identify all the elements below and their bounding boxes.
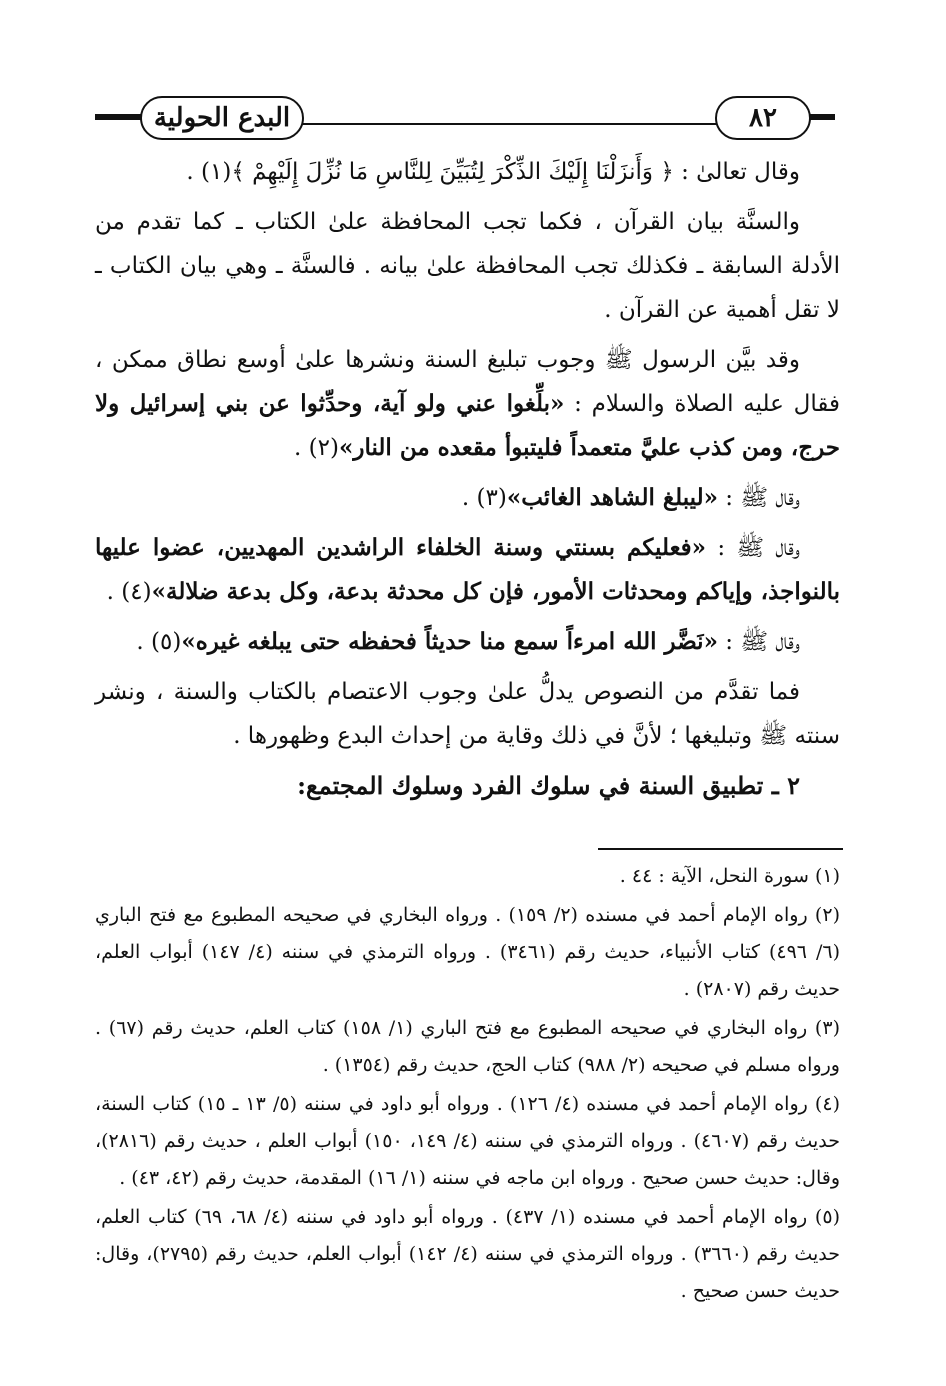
footnote: (٤) رواه الإمام أحمد في مسنده (٤/ ١٢٦) . ورواه أبو داود في سننه (٥/ ١٣ ـ ١٥) كتاب السنة، حديث رقم (٤٦٠٧) . ورواه الترمذي في سننه (٤/ ١٤٩، ١٥٠) أبواب العلم ، حديث رقم (٢٨١٦)، وقال: حديث حسن صحيح . ورواه ابن ماجه في سننه (١/ ١٦) المقدمة، حديث رقم (٤٢، ٤٣) . (95, 1093, 840, 1189)
footnotes (95, 858, 840, 1312)
footnote: (٣) رواه البخاري في صحيحه المطبوع مع فتح الباري (١/ ١٥٨) كتاب العلم، حديث رقم (٦٧) . ورواه مسلم في صحيحه (٢/ ٩٨٨) كتاب الحج، حديث رقم (١٣٥٤) . (95, 1017, 840, 1076)
paragraph: والسنَّة بيان القرآن ، فكما تجب المحافظة علىٰ الكتاب ـ كما تقدم من الأدلة السابقة ـ فكذلك تجب المحافظة علىٰ بيانه . فالسنَّة ـ وهي بيان الكتاب ـ لا تقل أهمية عن القرآن . (95, 209, 840, 323)
paragraph (95, 476, 840, 520)
page-number: ٨٢ (715, 96, 811, 140)
hadith-quote: «ليبلغ الشاهد الغائب» (506, 484, 718, 511)
footnote-ref: (٣) . (461, 485, 507, 511)
footnote: (٢) رواه الإمام أحمد في مسنده (٢/ ١٥٩) . ورواه البخاري في صحيحه المطبوع مع فتح الباري (٦/ ٤٩٦) كتاب الأنبياء، حديث رقم (٣٤٦١) . ورواه الترمذي في سننه (٤/ ١٤٧) أبواب العلم، حديث رقم (٢٨٠٧) . (95, 904, 840, 1000)
footnote: (٥) رواه الإمام أحمد في مسنده (١/ ٤٣٧) . ورواه أبو داود في سننه (٤/ ٦٨، ٦٩) كتاب العلم، حديث رقم (٣٦٦٠) . ورواه الترمذي في سننه (٤/ ١٤٢) أبواب العلم، حديث رقم (٢٧٩٥)، وقال: حديث حسن صحيح . (95, 1206, 840, 1302)
footnote-ref: (٢) . (294, 435, 339, 461)
footnote-ref: (٤) . (106, 579, 152, 605)
header-rule-left (95, 114, 145, 120)
paragraph (95, 620, 840, 664)
hadith-quote: «فعليكم بسنتي وسنة الخلفاء الراشدين المهديين، عضوا عليها بالنواجذ، وإياكم ومحدثات الأمور، فإن كل محدثة بدعة، وكل بدعة ضلالة» (95, 534, 840, 605)
paragraph-intro: وقال ﷺ : (706, 535, 800, 561)
hadith-quote: «بلِّغوا عني ولو آية، وحدِّثوا عن بني إسرائيل ولا حرج، ومن كذب عليَّ متعمداً فليتبوأ مقعده من النار» (95, 390, 840, 461)
paragraph-intro: وقد بيَّن الرسول ﷺ وجوب تبليغ السنة ونشرها علىٰ أوسع نطاق ممكن ، فقال عليه الصلاة والسلام : (95, 347, 840, 417)
paragraph (95, 338, 840, 470)
paragraph-intro: وقال ﷺ : (717, 629, 800, 655)
book-title: البدع الحولية (140, 96, 304, 140)
section-heading: ٢ ـ تطبيق السنة في سلوك الفرد وسلوك المجتمع: (297, 771, 800, 800)
body-text (95, 150, 840, 814)
paragraph: فما تقدَّم من النصوص يدلُّ علىٰ وجوب الاعتصام بالكتاب والسنة ، ونشر سنته ﷺ وتبليغها ؛ لأنَّ في ذلك وقاية من إحداث البدع وظهورها . (95, 679, 840, 749)
header-rule-middle (295, 123, 720, 125)
hadith-quote: «نَضَّر الله امرءاً سمع منا حديثاً فحفظه حتى يبلغه غيره» (181, 628, 718, 655)
footnote-ref: (٥) . (136, 629, 182, 655)
paragraph: وقال تعالىٰ : ﴿ وَأَنزَلْنَا إِلَيْكَ الذِّكْرَ لِتُبَيِّنَ لِلنَّاسِ مَا نُزِّلَ إِلَيْهِمْ ﴾(١) . (186, 159, 800, 185)
paragraph-intro: وقال ﷺ : (717, 485, 800, 511)
paragraph (95, 526, 840, 614)
footnote-separator (598, 848, 843, 850)
page-header (95, 96, 835, 142)
footnote: (١) سورة النحل، الآية : ٤٤ . (619, 865, 840, 887)
